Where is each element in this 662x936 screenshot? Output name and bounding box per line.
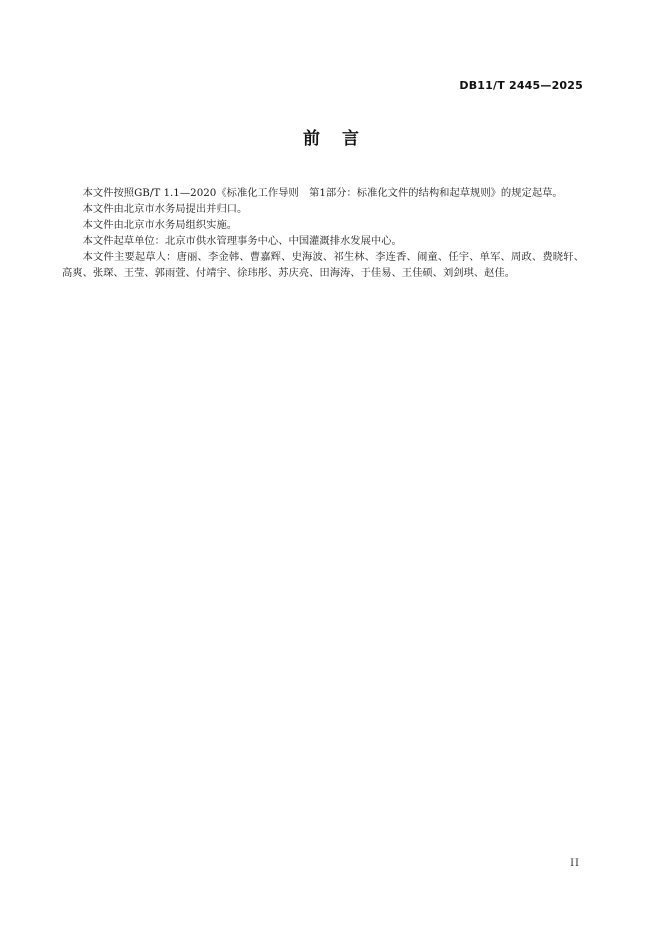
paragraph-drafters: 本文件主要起草人：唐丽、李金韩、曹嘉辉、史海波、祁生林、李连香、闹童、任宇、单军、周政、费晓轩、高爽、张琛、王莹、郭雨萱、付靖宇、徐玮彤、苏庆亮、田海涛、于佳易、王佳硕、刘剑琪、赵佳。 — [62, 251, 584, 279]
paragraph-proposer: 本文件由北京市水务局提出并归口。 — [82, 203, 248, 215]
foreword-body — [62, 185, 584, 281]
paragraph-implementer: 本文件由北京市水务局组织实施。 — [82, 219, 238, 231]
page-title-char-2: 言 — [342, 129, 359, 149]
page-title — [0, 124, 662, 149]
paragraph-drafting-units: 本文件起草单位：北京市供水管理事务中心、中国灌溉排水发展中心。 — [82, 235, 402, 247]
document-code: DB11/T 2445—2025 — [459, 79, 583, 92]
paragraph-drafting-basis: 本文件按照GB/T 1.1—2020《标准化工作导则 第1部分：标准化文件的结构和起草规则》的规定起草。 — [82, 187, 563, 199]
page-title-char-1: 前 — [303, 129, 320, 149]
page-number: II — [570, 858, 580, 869]
